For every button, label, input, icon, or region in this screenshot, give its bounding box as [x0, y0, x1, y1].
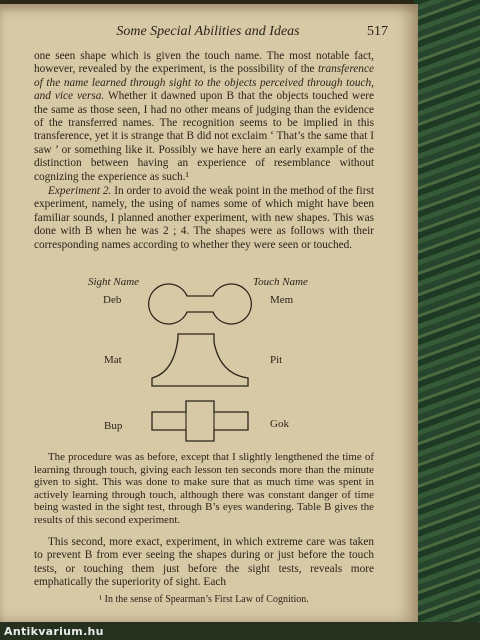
paragraph-1-emphasis: transference of the name learned through sight to the objects perceived through touch, and vice versa. — [34, 63, 374, 103]
paragraph-procedure — [34, 451, 374, 526]
dumbbell-shape — [150, 282, 250, 326]
paragraph-experiment-2 — [34, 185, 374, 252]
touch-name-pit: Pit — [270, 354, 283, 366]
paragraph-1-start: one seen shape which is given the touch name. The most notable fact, however, revealed by the experiment, is the possibility of the — [34, 50, 374, 76]
book-cover-edge — [414, 0, 480, 640]
cross-shape — [150, 399, 250, 443]
footnote: ¹ In the sense of Spearman’s First Law of Cognition. — [99, 594, 309, 605]
sight-name-mat: Mat — [104, 354, 122, 366]
touch-name-header: Touch Name — [253, 276, 308, 288]
procedure-text: The procedure was as before, except that I slightly lengthened the time of learning through touch, giving each lesson ten seconds more than the minute given to sight. This was done to make sure that as much time was spent in actively learning through touch, although there was constant danger of time being wasted in the sight test, through B’s eyes wandering. Table B gives the results of this second experiment. — [34, 451, 374, 526]
touch-name-gok: Gok — [270, 418, 289, 430]
running-header — [28, 24, 388, 44]
touch-name-mem: Mem — [270, 294, 294, 306]
paragraph-1-end: Whether it dawned upon B that the objects touched were the same as those seen, I had no other means of judging than the evidence of the transferred names. The recognition seems to be implied in this transference, yet it is strange that B did not exclaim ‘ That’s the same that I saw ’ or something like it. Possibly we have here an early example of the distinction between having an experience of resemblance without cognizing the experience as such.¹ — [34, 90, 374, 183]
book-page — [0, 4, 418, 622]
paragraph-1 — [34, 50, 374, 184]
experiment-2-text: In order to avoid the weak point in the method of the first experiment, namely, the using of names some of which might have been familiar sounds, I planned another experiment, with new shapes. This was done with B when he was 2 ; 4. The shapes were as follows with their corresponding names according to whether they were seen or touched. — [34, 185, 374, 251]
sight-name-deb: Deb — [103, 294, 122, 306]
second-experiment-text: This second, more exact, experiment, in which extreme care was taken to prevent B from ever seeing the shapes during or just before the touch tests, or touching them just before the sight tests, reveals more emphatically the superiority of sight. Each — [34, 536, 374, 589]
running-title: Some Special Abilities and Ideas — [116, 24, 300, 39]
arched-block-shape — [150, 332, 250, 388]
watermark-logo: Antikvarium.hu — [4, 625, 104, 638]
sight-name-header: Sight Name — [88, 276, 140, 288]
paragraph-second-experiment — [34, 536, 374, 590]
experiment-2-lead: Experiment 2. — [48, 185, 112, 197]
sight-name-bup: Bup — [104, 420, 123, 432]
page-number: 517 — [367, 24, 388, 39]
